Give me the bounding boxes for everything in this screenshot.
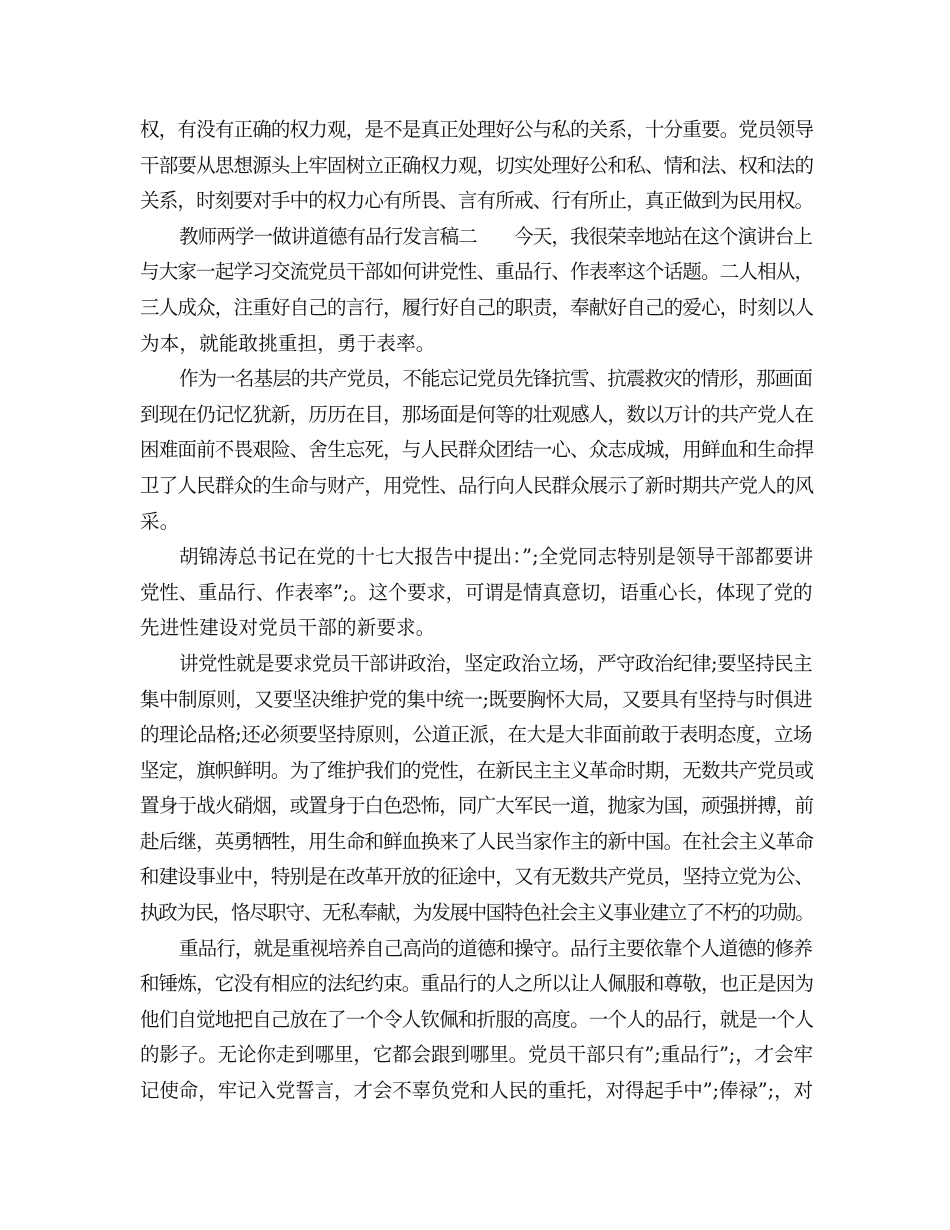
text-line: 采。 bbox=[140, 509, 180, 533]
text-line: 关系，时刻要对手中的权力心有所畏、言有所戒、行有所止，真正做到为民用权。 bbox=[140, 189, 814, 213]
text-line: 重品行，就是重视培养自己高尚的道德和操守。品行主要依靠个人道德的修养 bbox=[179, 936, 812, 960]
text-line: 和建设事业中，特别是在改革开放的征途中，又有无数共产党员，坚持立党为公、 bbox=[140, 865, 814, 889]
text-line: 为本，就能敢挑重担，勇于表率。 bbox=[140, 331, 436, 355]
text-line: 赴后继，英勇牺牲，用生命和鲜血换来了人民当家作主的新中国。在社会主义革命 bbox=[140, 829, 814, 853]
text-line: 作为一名基层的共产党员，不能忘记党员先锋抗雪、抗震救灾的情形，那画面 bbox=[179, 367, 812, 391]
text-line: 党性、重品行、作表率”;。这个要求，可谓是情真意切，语重心长，体现了党的 bbox=[140, 580, 813, 604]
text-line: 坚定，旗帜鲜明。为了维护我们的党性，在新民主主义革命时期，无数共产党员或 bbox=[140, 758, 814, 782]
text-line: 集中制原则，又要坚决维护党的集中统一;既要胸怀大局，又要具有坚持与时俱进 bbox=[140, 687, 812, 711]
text-line: 执政为民，恪尽职守、无私奉献，为发展中国特色社会主义事业建立了不朽的功勋。 bbox=[140, 901, 814, 925]
text-line: 胡锦涛总书记在党的十七大报告中提出：”;全党同志特别是领导干部都要讲 bbox=[179, 545, 814, 569]
text-line: 讲党性就是要求党员干部讲政治，坚定政治立场，严守政治纪律;要坚持民主 bbox=[179, 651, 813, 675]
text-line: 的影子。无论你走到哪里，它都会跟到哪里。党员干部只有”;重品行”;，才会牢 bbox=[140, 1043, 813, 1067]
text-line: 和锤炼，它没有相应的法纪约束。重品行的人之所以让人佩服和尊敬，也正是因为 bbox=[140, 972, 814, 996]
text-line: 他们自觉地把自己放在了一个令人钦佩和折服的高度。一个人的品行，就是一个人 bbox=[140, 1007, 814, 1031]
text-line: 三人成众，注重好自己的言行，履行好自己的职责，奉献好自己的爱心，时刻以人 bbox=[140, 295, 814, 319]
text-line: 权，有没有正确的权力观，是不是真正处理好公与私的关系，十分重要。党员领导 bbox=[140, 118, 814, 141]
text-line: 困难面前不畏艰险、舍生忘死，与人民群众团结一心、众志成城，用鲜血和生命捍 bbox=[140, 438, 814, 462]
text-line: 到现在仍记忆犹新，历历在目，那场面是何等的壮观感人，数以万计的共产党人在 bbox=[140, 402, 814, 426]
text-line: 置身于战火硝烟，或置身于白色恐怖，同广大军民一道，抛家为国，顽强拼搏，前 bbox=[140, 794, 814, 818]
document-body bbox=[140, 112, 812, 1109]
text-line: 与大家一起学习交流党员干部如何讲党性、重品行、作表率这个话题。二人相从， bbox=[140, 260, 814, 284]
text-line: 的理论品格;还必须要坚持原则，公道正派，在大是大非面前敢于表明态度，立场 bbox=[140, 723, 812, 747]
text-line: 干部要从思想源头上牢固树立正确权力观，切实处理好公和私、情和法、权和法的 bbox=[140, 153, 814, 177]
text-line: 先进性建设对党员干部的新要求。 bbox=[140, 616, 436, 640]
text-line: 记使命，牢记入党誓言，才会不辜负党和人民的重托，对得起手中”;俸禄”;，对 bbox=[140, 1079, 813, 1103]
text-line: 教师两学一做讲道德有品行发言稿二 今天，我很荣幸地站在这个演讲台上 bbox=[179, 224, 812, 248]
text-line: 卫了人民群众的生命与财产，用党性、品行向人民群众展示了新时期共产党人的风 bbox=[140, 473, 814, 497]
